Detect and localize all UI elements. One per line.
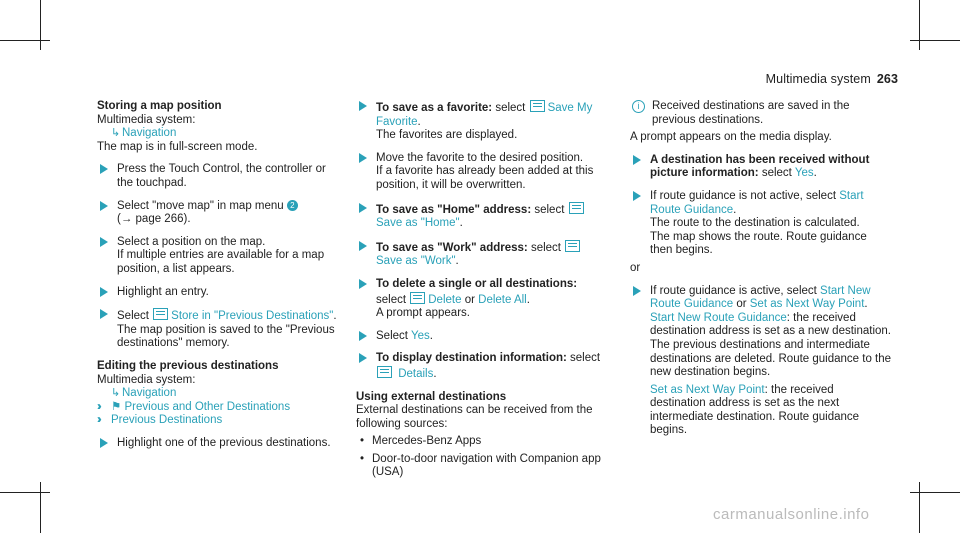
system-label: Multimedia system: (97, 373, 196, 386)
section-heading: Editing the previous destinations (97, 359, 279, 372)
step-heading: To save as a favorite: (376, 102, 493, 114)
column-1 (97, 100, 337, 450)
punct: . (459, 217, 463, 230)
step-text: Select "move map" in map menu (117, 199, 284, 212)
system-label: Multimedia system: (97, 113, 196, 126)
step-arrow-icon (100, 237, 108, 247)
return-arrow-icon: ↳ (111, 387, 121, 400)
step (356, 278, 626, 321)
paragraph: External destinations can be received from the following sources: (356, 404, 593, 430)
step (97, 308, 337, 351)
step (630, 285, 892, 439)
step (630, 190, 892, 258)
step-text: If route guidance is active, select (650, 284, 817, 297)
crop-mark (919, 482, 920, 533)
menu-link[interactable]: Save as "Home" (376, 217, 460, 230)
flag-icon: ⚑ (111, 400, 125, 413)
nav-link[interactable]: Navigation (122, 127, 177, 140)
step-arrow-icon (359, 153, 367, 163)
step-text: Select (376, 329, 408, 342)
menu-link[interactable]: Delete (428, 293, 462, 306)
section-heading: Using external destinations (356, 390, 507, 403)
crop-mark (919, 0, 920, 50)
step-text: If route guidance is not active, select (650, 189, 837, 202)
step-heading: To display destination information: (376, 352, 567, 365)
column-2 (356, 100, 626, 480)
step-arrow-icon (633, 286, 641, 296)
step-arrow-icon (359, 203, 367, 213)
step (356, 100, 626, 143)
paragraph: or (630, 261, 641, 274)
nav-path (97, 127, 337, 141)
step (356, 202, 626, 231)
step-text: Select a position on the map. (117, 235, 266, 248)
step-text: Press the Touch Control, the controller or the touchpad. (117, 163, 326, 189)
list-item: • Mercedes-Benz Apps (356, 435, 626, 449)
step-arrow-icon (633, 191, 641, 201)
step-heading: To save as "Home" address: (376, 203, 532, 216)
menu-link[interactable]: Set as Next Way Point (749, 298, 865, 311)
punct: . (526, 293, 530, 306)
column-3 (630, 100, 892, 438)
nav-link[interactable]: Previous Destinations (111, 414, 223, 427)
punct: . (417, 115, 421, 128)
step-arrow-icon (633, 155, 641, 165)
punct: . (813, 167, 817, 180)
punct: . (733, 203, 737, 216)
step-arrow-icon (100, 164, 108, 174)
step-arrow-icon (359, 241, 367, 251)
step (97, 236, 337, 277)
step-result: A prompt appears. (376, 307, 470, 320)
step-text: select (570, 352, 601, 365)
paragraph: The map is in full-screen mode. (97, 140, 258, 153)
punct: . (429, 329, 433, 342)
nav-path (97, 414, 337, 428)
step-text: Move the favorite to the desired position. (376, 151, 584, 164)
menu-link[interactable]: Start New Route Guidance (650, 311, 787, 324)
info-icon: i (632, 100, 645, 113)
menu-link[interactable]: Store in "Previous Destinations" (171, 310, 334, 323)
menu-link[interactable]: Set as Next Way Point (650, 383, 765, 396)
step (356, 352, 626, 381)
step-result: The favorites are displayed. (376, 129, 518, 142)
menu-link[interactable]: Yes (410, 329, 430, 342)
menu-link[interactable]: Save as "Work" (376, 255, 456, 268)
menu-link[interactable]: Save My Favorite (376, 102, 593, 128)
step-text: select (761, 167, 792, 180)
double-chevron-icon: ›› (97, 400, 99, 413)
info-note (630, 100, 892, 127)
menu-link[interactable]: Yes (794, 167, 814, 180)
step-arrow-icon (359, 101, 367, 111)
crop-mark (40, 0, 41, 50)
step-heading: A destination has been received without picture information: (650, 153, 870, 180)
crop-mark (0, 40, 50, 41)
crop-mark (910, 40, 960, 41)
info-text: Received destinations are saved in the previous destinations. (652, 100, 850, 126)
punct: . (455, 255, 459, 268)
step-text: select (534, 203, 565, 216)
crop-mark (910, 492, 960, 493)
menu-icon (530, 100, 545, 112)
menu-icon (410, 292, 425, 304)
punct: . (333, 310, 337, 323)
step (356, 240, 626, 269)
step (356, 152, 626, 193)
step-text: select (495, 102, 526, 114)
crop-mark (40, 482, 41, 533)
section-title: Multimedia system (765, 72, 871, 86)
menu-link[interactable]: Start Route Guidance (650, 189, 864, 216)
step-arrow-icon (100, 287, 108, 297)
menu-icon (153, 308, 168, 320)
nav-path (97, 401, 337, 415)
callout-number: 2 (287, 200, 298, 211)
step-arrow-icon (359, 353, 367, 363)
step-result (650, 384, 892, 438)
step (97, 200, 337, 227)
step-result: If a favorite has already been added at this position, it will be overwritten. (376, 165, 594, 191)
section-heading: Storing a map position (97, 100, 222, 112)
step-arrow-icon (100, 201, 108, 211)
menu-link[interactable]: Start New Route Guidance (650, 284, 871, 311)
double-chevron-icon: ›› (97, 414, 99, 427)
step-heading: To save as "Work" address: (376, 241, 528, 254)
menu-link[interactable]: Details (398, 367, 434, 380)
menu-icon (377, 366, 392, 378)
page-number: 263 (876, 72, 898, 86)
step (97, 163, 337, 190)
step (630, 154, 892, 181)
step-arrow-icon (100, 438, 108, 448)
nav-link[interactable]: Navigation (122, 387, 177, 400)
step-arrow-icon (359, 279, 367, 289)
step-text: Select (117, 310, 149, 323)
menu-icon (569, 202, 584, 214)
step-text: Highlight an entry. (117, 285, 209, 298)
step-result: The route to the destination is calculated. (650, 217, 860, 230)
step-result-text: : the received destination address is set as the next intermediate destination. Route guidance begins. (650, 383, 860, 437)
step-heading: To delete a single or all destinations: (376, 277, 578, 290)
menu-icon (565, 240, 580, 252)
nav-path (97, 387, 337, 401)
paragraph: A prompt appears on the media display. (630, 131, 832, 144)
page-header (766, 72, 898, 86)
step-text: select (530, 241, 561, 254)
step-result: If multiple entries are available for a map position, a list appears. (117, 249, 325, 275)
step (97, 286, 337, 300)
step-arrow-icon (359, 331, 367, 341)
menu-link[interactable]: Delete All (478, 293, 527, 306)
step-text: or (464, 293, 475, 306)
crop-mark (0, 492, 50, 493)
step (97, 437, 337, 451)
step-text: or (736, 298, 747, 311)
step (356, 330, 626, 344)
step-arrow-icon (100, 309, 108, 319)
step-result: : the received destination address is set as a new destination. The previous destinations and intermediate destinations are deleted. Route guidance to the new destination begins. (650, 311, 892, 379)
page-ref: (→ page 266). (117, 213, 191, 226)
list-item: • Door-to-door navigation with Companion app (USA) (356, 453, 626, 480)
step-result: The map shows the route. Route guidance then begins. (650, 230, 867, 257)
punct: . (433, 367, 437, 380)
step-result: The map position is saved to the "Previous destinations" memory. (117, 323, 335, 350)
nav-link[interactable]: Previous and Other Destinations (124, 400, 291, 413)
step-text: select (376, 293, 407, 306)
step-text: Highlight one of the previous destinations. (117, 436, 331, 449)
watermark: carmanualsonline.info (713, 506, 870, 523)
return-arrow-icon: ↳ (111, 127, 121, 140)
punct: . (864, 298, 868, 311)
